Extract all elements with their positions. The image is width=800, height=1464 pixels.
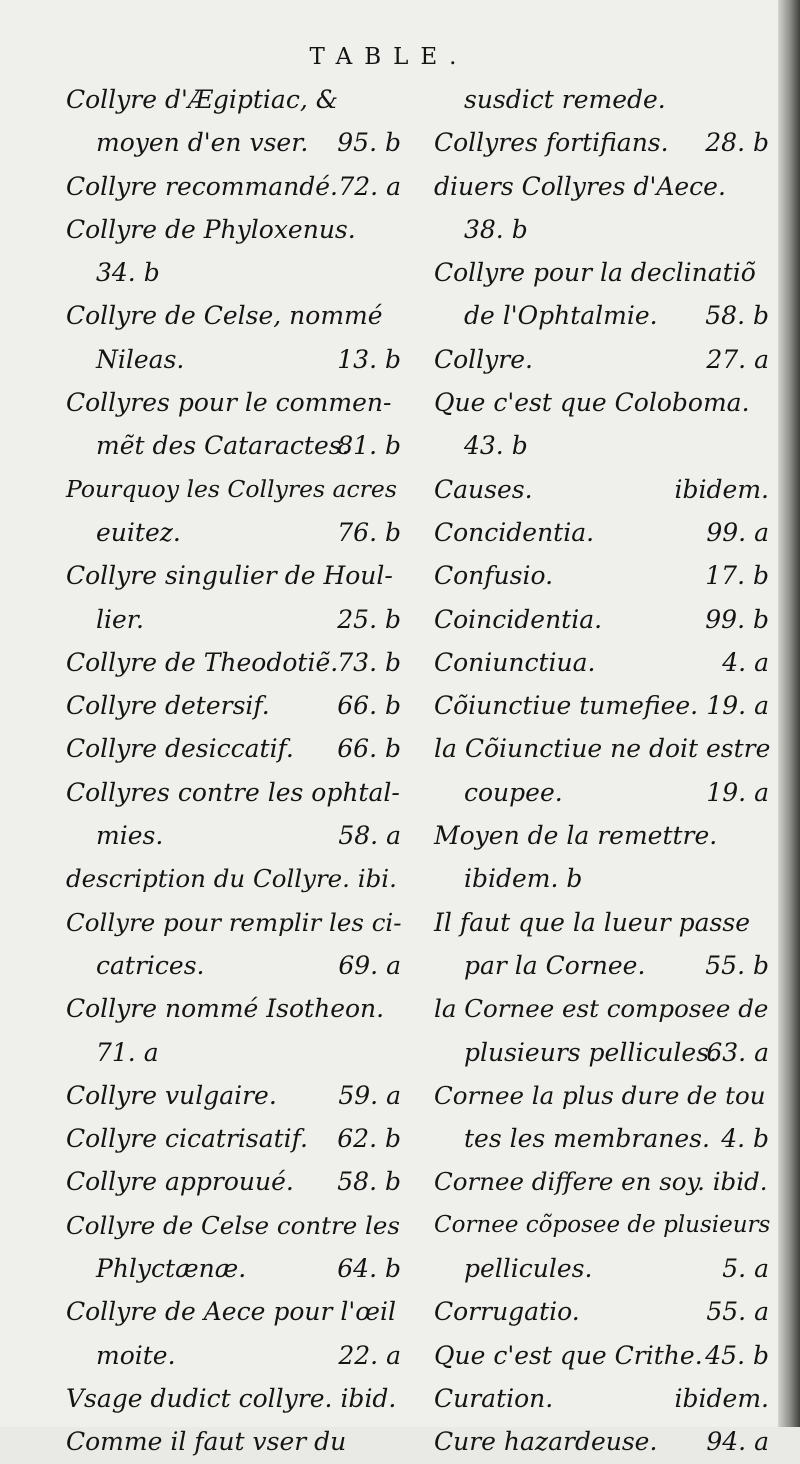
- index-entry: [434, 901, 769, 944]
- entry-text: la Cõiunctiue ne doit estre: [434, 734, 771, 764]
- entry-page-ref: 55. a: [706, 1297, 769, 1327]
- index-entry: [434, 857, 769, 900]
- index-entry: [66, 684, 401, 727]
- entry-page-ref: 64. b: [337, 1254, 401, 1284]
- index-entry: [66, 814, 401, 857]
- entry-text: Pourquoy les Collyres acres: [66, 474, 397, 503]
- index-entry: [66, 1290, 401, 1333]
- entry-page-ref: ibidem.: [674, 474, 769, 504]
- entry-text: tes les membranes.: [464, 1124, 710, 1154]
- entry-text: Que c'est que Coloboma.: [434, 388, 750, 418]
- index-entry: [66, 771, 401, 814]
- entry-text: Nileas.: [96, 344, 185, 374]
- index-entry: [66, 554, 401, 597]
- index-entry: [66, 857, 401, 900]
- index-entry: [66, 338, 401, 381]
- entry-text: description du Collyre. ibi.: [66, 864, 397, 894]
- entry-page-ref: 94. a: [706, 1427, 769, 1457]
- entry-text: mẽt des Cataractes.: [96, 431, 350, 461]
- page-edge: [778, 0, 800, 1427]
- index-entry: [434, 338, 769, 381]
- entry-text: 43. b: [464, 431, 528, 461]
- entry-text: Collyre detersif.: [66, 691, 270, 721]
- entry-text: 34. b: [96, 258, 160, 288]
- index-entry: [434, 1117, 769, 1160]
- entry-text: Il faut que la lueur passe: [434, 907, 751, 937]
- index-entry: [434, 424, 769, 467]
- entry-page-ref: 27. a: [706, 344, 769, 374]
- entry-text: Collyre pour remplir les ci-: [66, 907, 402, 937]
- entry-page-ref: 63. a: [706, 1037, 769, 1067]
- entry-page-ref: 66. b: [337, 691, 401, 721]
- entry-text: plusieurs pellicules.: [464, 1037, 718, 1067]
- entry-text: Corrugatio.: [434, 1297, 580, 1327]
- entry-text: Collyre.: [434, 344, 533, 374]
- entry-page-ref: 59. a: [338, 1080, 401, 1110]
- entry-text: susdict remede.: [464, 85, 666, 114]
- entry-text: Cornee cõposee de plusieurs: [434, 1211, 771, 1238]
- entry-text: pellicules.: [464, 1254, 593, 1284]
- entry-text: Cõiunctiue tumefiee.: [434, 691, 699, 721]
- index-entry: [66, 424, 401, 467]
- index-entry: [434, 814, 769, 857]
- entry-page-ref: 99. a: [706, 517, 769, 547]
- entry-text: coupee.: [464, 777, 563, 807]
- index-entry: [434, 1074, 769, 1117]
- index-entry: [434, 468, 769, 511]
- entry-text: Que c'est que Crithe.: [434, 1340, 703, 1370]
- entry-text: catrices.: [96, 950, 205, 980]
- entry-page-ref: 58. b: [337, 1167, 401, 1197]
- entry-text: Collyre approuué.: [66, 1167, 294, 1197]
- entry-text: Coniunctiua.: [434, 647, 596, 677]
- index-entry: [434, 944, 769, 987]
- entry-page-ref: 19. a: [706, 691, 769, 721]
- entry-text: Cornee differe en soy. ibid.: [434, 1167, 768, 1197]
- entry-text: Curation.: [434, 1383, 554, 1413]
- entry-page-ref: 4. a: [722, 647, 769, 677]
- index-entry: [434, 251, 769, 294]
- entry-text: la Cornee est composee de: [434, 994, 769, 1024]
- index-entry: [66, 511, 401, 554]
- entry-text: moite.: [96, 1340, 176, 1370]
- entry-text: Collyre de Celse contre les: [66, 1210, 400, 1240]
- entry-page-ref: 76. b: [337, 517, 401, 547]
- entry-page-ref: 13. b: [337, 344, 401, 374]
- entry-text: mies.: [96, 821, 164, 851]
- entry-text: Comme il faut vser du: [66, 1427, 347, 1457]
- entry-page-ref: 73. b: [337, 647, 401, 677]
- entry-text: Collyre singulier de Houl-: [66, 561, 393, 591]
- index-entry: [66, 1334, 401, 1377]
- entry-text: ibidem. b: [464, 864, 583, 894]
- index-entry: [66, 987, 401, 1030]
- index-entry: [66, 1377, 401, 1420]
- index-entry: [434, 511, 769, 554]
- index-entry: [434, 641, 769, 684]
- index-entry: [66, 1204, 401, 1247]
- index-entry: [66, 598, 401, 641]
- index-entry: [434, 1377, 769, 1420]
- entry-text: Collyre vulgaire.: [66, 1080, 277, 1110]
- entry-text: Collyres contre les ophtal-: [66, 777, 400, 807]
- index-entry: [434, 381, 769, 424]
- entry-text: Collyres pour le commen-: [66, 388, 392, 418]
- index-column-left: [66, 78, 401, 1464]
- entry-text: Collyre cicatrisatif.: [66, 1124, 308, 1154]
- entry-text: Cornee la plus dure de tou: [434, 1080, 766, 1110]
- entry-text: lier.: [96, 604, 144, 634]
- entry-text: Causes.: [434, 474, 533, 504]
- index-entry: [434, 1204, 769, 1247]
- index-entry: [66, 468, 401, 511]
- index-entry: [66, 641, 401, 684]
- index-entry: [434, 1334, 769, 1377]
- index-entry: [66, 208, 401, 251]
- entry-page-ref: 19. a: [706, 777, 769, 807]
- entry-text: Collyres fortifians.: [434, 128, 669, 158]
- entry-text: Collyre d'Ægiptiac, &: [66, 85, 338, 114]
- index-entry: [66, 1247, 401, 1290]
- index-entry: [66, 1117, 401, 1160]
- entry-text: Collyre recommandé.: [66, 171, 338, 201]
- entry-text: Collyre nommé Isotheon.: [66, 994, 385, 1024]
- entry-page-ref: 58. a: [338, 821, 401, 851]
- entry-page-ref: 25. b: [337, 604, 401, 634]
- index-entry: [434, 771, 769, 814]
- index-entry: [66, 294, 401, 337]
- entry-text: Collyre de Phyloxenus.: [66, 214, 356, 244]
- index-entry: [66, 381, 401, 424]
- entry-page-ref: 45. b: [705, 1340, 769, 1370]
- index-entry: [66, 121, 401, 164]
- index-entry: [66, 78, 401, 121]
- index-entry: [66, 901, 401, 944]
- entry-text: Cure hazardeuse.: [434, 1427, 658, 1457]
- index-entry: [66, 251, 401, 294]
- entry-text: Concidentia.: [434, 517, 595, 547]
- entry-page-ref: 72. a: [338, 171, 401, 201]
- entry-text: Collyre de Celse, nommé: [66, 301, 383, 331]
- index-entry: [66, 1031, 401, 1074]
- entry-text: moyen d'en vser.: [96, 128, 309, 158]
- index-entry: [434, 727, 769, 770]
- entry-page-ref: 62. b: [337, 1124, 401, 1154]
- entry-page-ref: 28. b: [705, 128, 769, 158]
- entry-text: Coincidentia.: [434, 604, 603, 634]
- entry-page-ref: 17. b: [705, 561, 769, 591]
- index-entry: [434, 598, 769, 641]
- entry-text: diuers Collyres d'Aece.: [434, 171, 726, 201]
- index-entry: [434, 165, 769, 208]
- entry-page-ref: 66. b: [337, 734, 401, 764]
- entry-text: 38. b: [464, 214, 528, 244]
- entry-page-ref: 81. b: [337, 431, 401, 461]
- entry-page-ref: 99. b: [705, 604, 769, 634]
- entry-text: Moyen de la remettre.: [434, 821, 718, 851]
- entry-text: Collyre de Aece pour l'œil: [66, 1297, 396, 1327]
- index-entry: [434, 1160, 769, 1203]
- entry-text: Phlyctænæ.: [96, 1254, 247, 1284]
- entry-text: Collyre desiccatif.: [66, 734, 294, 764]
- index-entry: [434, 1031, 769, 1074]
- entry-text: 71. a: [96, 1037, 159, 1067]
- entry-text: euitez.: [96, 517, 181, 547]
- entry-page-ref: 4. b: [721, 1124, 769, 1154]
- entry-text: Vsage dudict collyre. ibid.: [66, 1383, 397, 1413]
- index-entry: [434, 554, 769, 597]
- index-entry: [66, 727, 401, 770]
- index-entry: [434, 121, 769, 164]
- entry-page-ref: 55. b: [705, 950, 769, 980]
- index-entry: [434, 1247, 769, 1290]
- entry-page-ref: ibidem.: [674, 1383, 769, 1413]
- index-entry: [434, 1290, 769, 1333]
- entry-text: Collyre pour la declinatiõ: [434, 258, 756, 288]
- entry-page-ref: 95. b: [337, 128, 401, 158]
- index-entry: [434, 684, 769, 727]
- index-entry: [66, 1074, 401, 1117]
- entry-page-ref: 22. a: [338, 1340, 401, 1370]
- entry-text: Confusio.: [434, 561, 554, 591]
- index-column-right: [434, 78, 769, 1464]
- entry-page-ref: 58. b: [705, 301, 769, 331]
- index-entry: [434, 78, 769, 121]
- page-title: TABLE.: [309, 44, 469, 70]
- entry-page-ref: 69. a: [338, 950, 401, 980]
- index-entry: [434, 294, 769, 337]
- entry-text: de l'Ophtalmie.: [464, 301, 658, 331]
- index-entry: [66, 1160, 401, 1203]
- entry-page-ref: 5. a: [722, 1254, 769, 1284]
- entry-text: Collyre de Theodotiẽ.: [66, 647, 339, 677]
- index-entry: [66, 944, 401, 987]
- index-entry: [434, 208, 769, 251]
- entry-text: par la Cornee.: [464, 950, 646, 980]
- index-entry: [66, 165, 401, 208]
- index-entry: [434, 987, 769, 1030]
